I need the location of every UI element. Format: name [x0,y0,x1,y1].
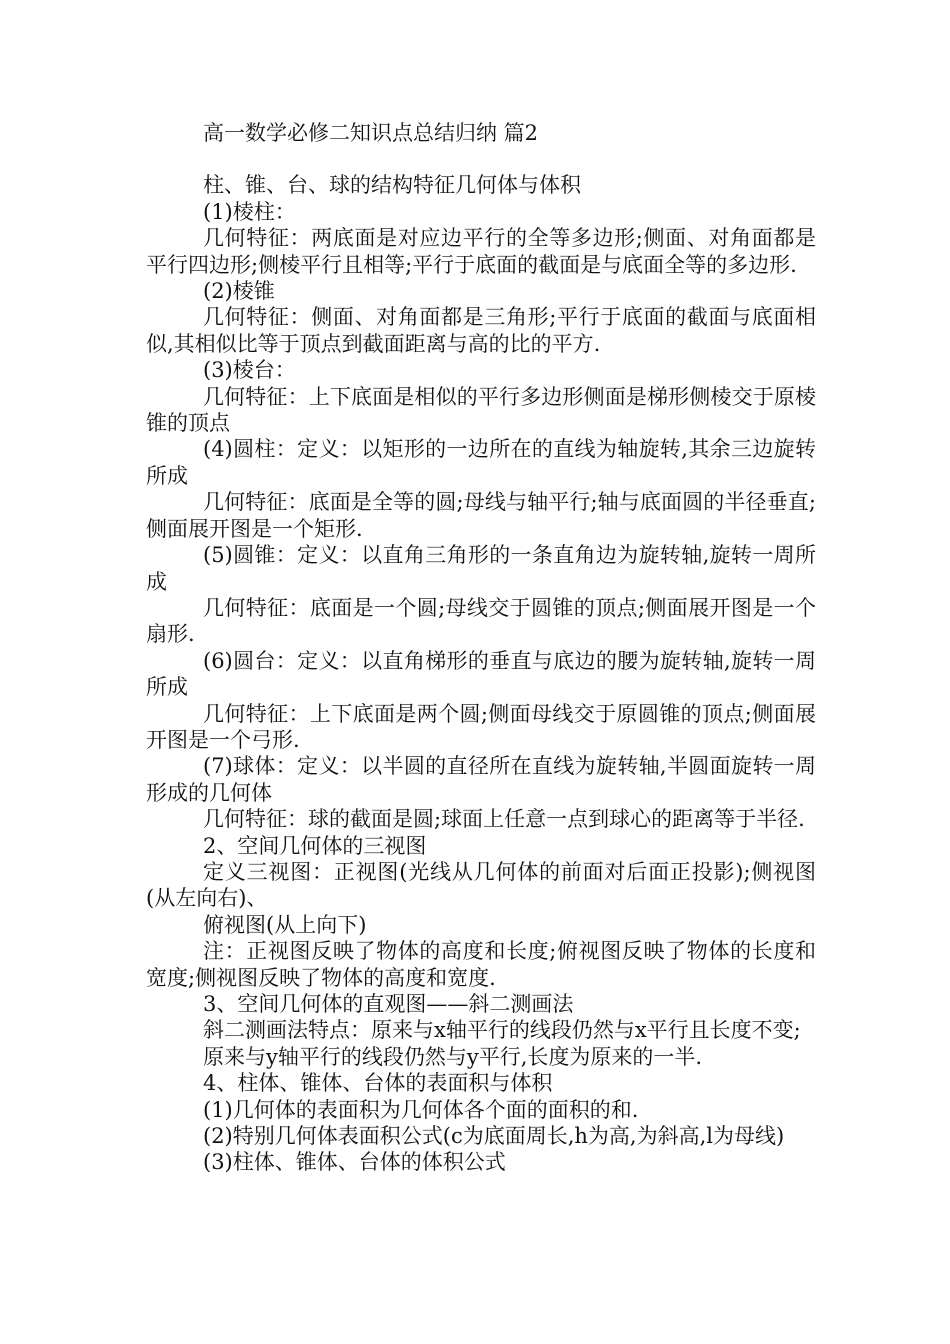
paragraph: 2、空间几何体的三视图 [203,833,427,858]
paragraph: 4、柱体、锥体、台体的表面积与体积 [203,1071,553,1096]
paragraph: 几何特征：底面是一个圆;母线交于圆锥的顶点;侧面展开图是一个扇形. [146,595,816,647]
document-title: 高一数学必修二知识点总结归纳 篇2 [203,121,539,145]
document-page [146,120,816,1176]
paragraph: (3)棱台： [203,358,296,383]
paragraph: (4)圆柱：定义：以矩形的一边所在的直线为轴旋转,其余三边旋转所成 [146,437,816,488]
paragraph: 几何特征：两底面是对应边平行的全等多边形;侧面、对角面都是平行四边形;侧棱平行且相等;平行于底面的截面是与底面全等的多边形. [146,226,816,277]
paragraph: 柱、锥、台、球的结构特征几何体与体积 [203,173,581,198]
paragraph: 几何特征：球的截面是圆;球面上任意一点到球心的距离等于半径. [203,807,805,832]
paragraph: 俯视图(从上向下) [203,912,367,937]
paragraph: 注：正视图反映了物体的高度和长度;俯视图反映了物体的长度和宽度;侧视图反映了物体的高度和宽度. [146,939,816,990]
paragraph: (2)棱锥 [203,279,275,304]
paragraph: (2)特别几何体表面积公式(c为底面周长,h为高,为斜高,l为母线) [203,1124,785,1149]
paragraph: 几何特征：侧面、对角面都是三角形;平行于底面的截面与底面相似,其相似比等于顶点到截面距离与高的比的平方. [146,305,816,356]
paragraph: 几何特征：底面是全等的圆;母线与轴平行;轴与底面圆的半径垂直;侧面展开图是一个矩形. [146,490,816,541]
paragraph: (3)柱体、锥体、台体的体积公式 [203,1150,506,1175]
paragraph: (5)圆锥：定义：以直角三角形的一条直角边为旋转轴,旋转一周所成 [146,543,816,594]
paragraph: 3、空间几何体的直观图——斜二测画法 [203,992,574,1016]
paragraph: 定义三视图：正视图(光线从几何体的前面对后面正投影);侧视图(从左向右)、 [146,859,816,911]
paragraph: (7)球体：定义：以半圆的直径所在直线为旋转轴,半圆面旋转一周形成的几何体 [146,754,816,805]
paragraph: 斜二测画法特点：原来与x轴平行的线段仍然与x平行且长度不变; [203,1018,801,1043]
paragraph: 几何特征：上下底面是相似的平行多边形侧面是梯形侧棱交于原棱锥的顶点 [146,384,816,436]
paragraph: (1)棱柱： [203,199,296,224]
paragraph: 几何特征：上下底面是两个圆;侧面母线交于原圆锥的顶点;侧面展开图是一个弓形. [146,701,816,752]
paragraph: 原来与y轴平行的线段仍然与y平行,长度为原来的一半. [203,1044,703,1069]
paragraph: (1)几何体的表面积为几何体各个面的面积的和. [203,1097,639,1122]
paragraph: (6)圆台：定义：以直角梯形的垂直与底边的腰为旋转轴,旋转一周所成 [146,648,816,700]
